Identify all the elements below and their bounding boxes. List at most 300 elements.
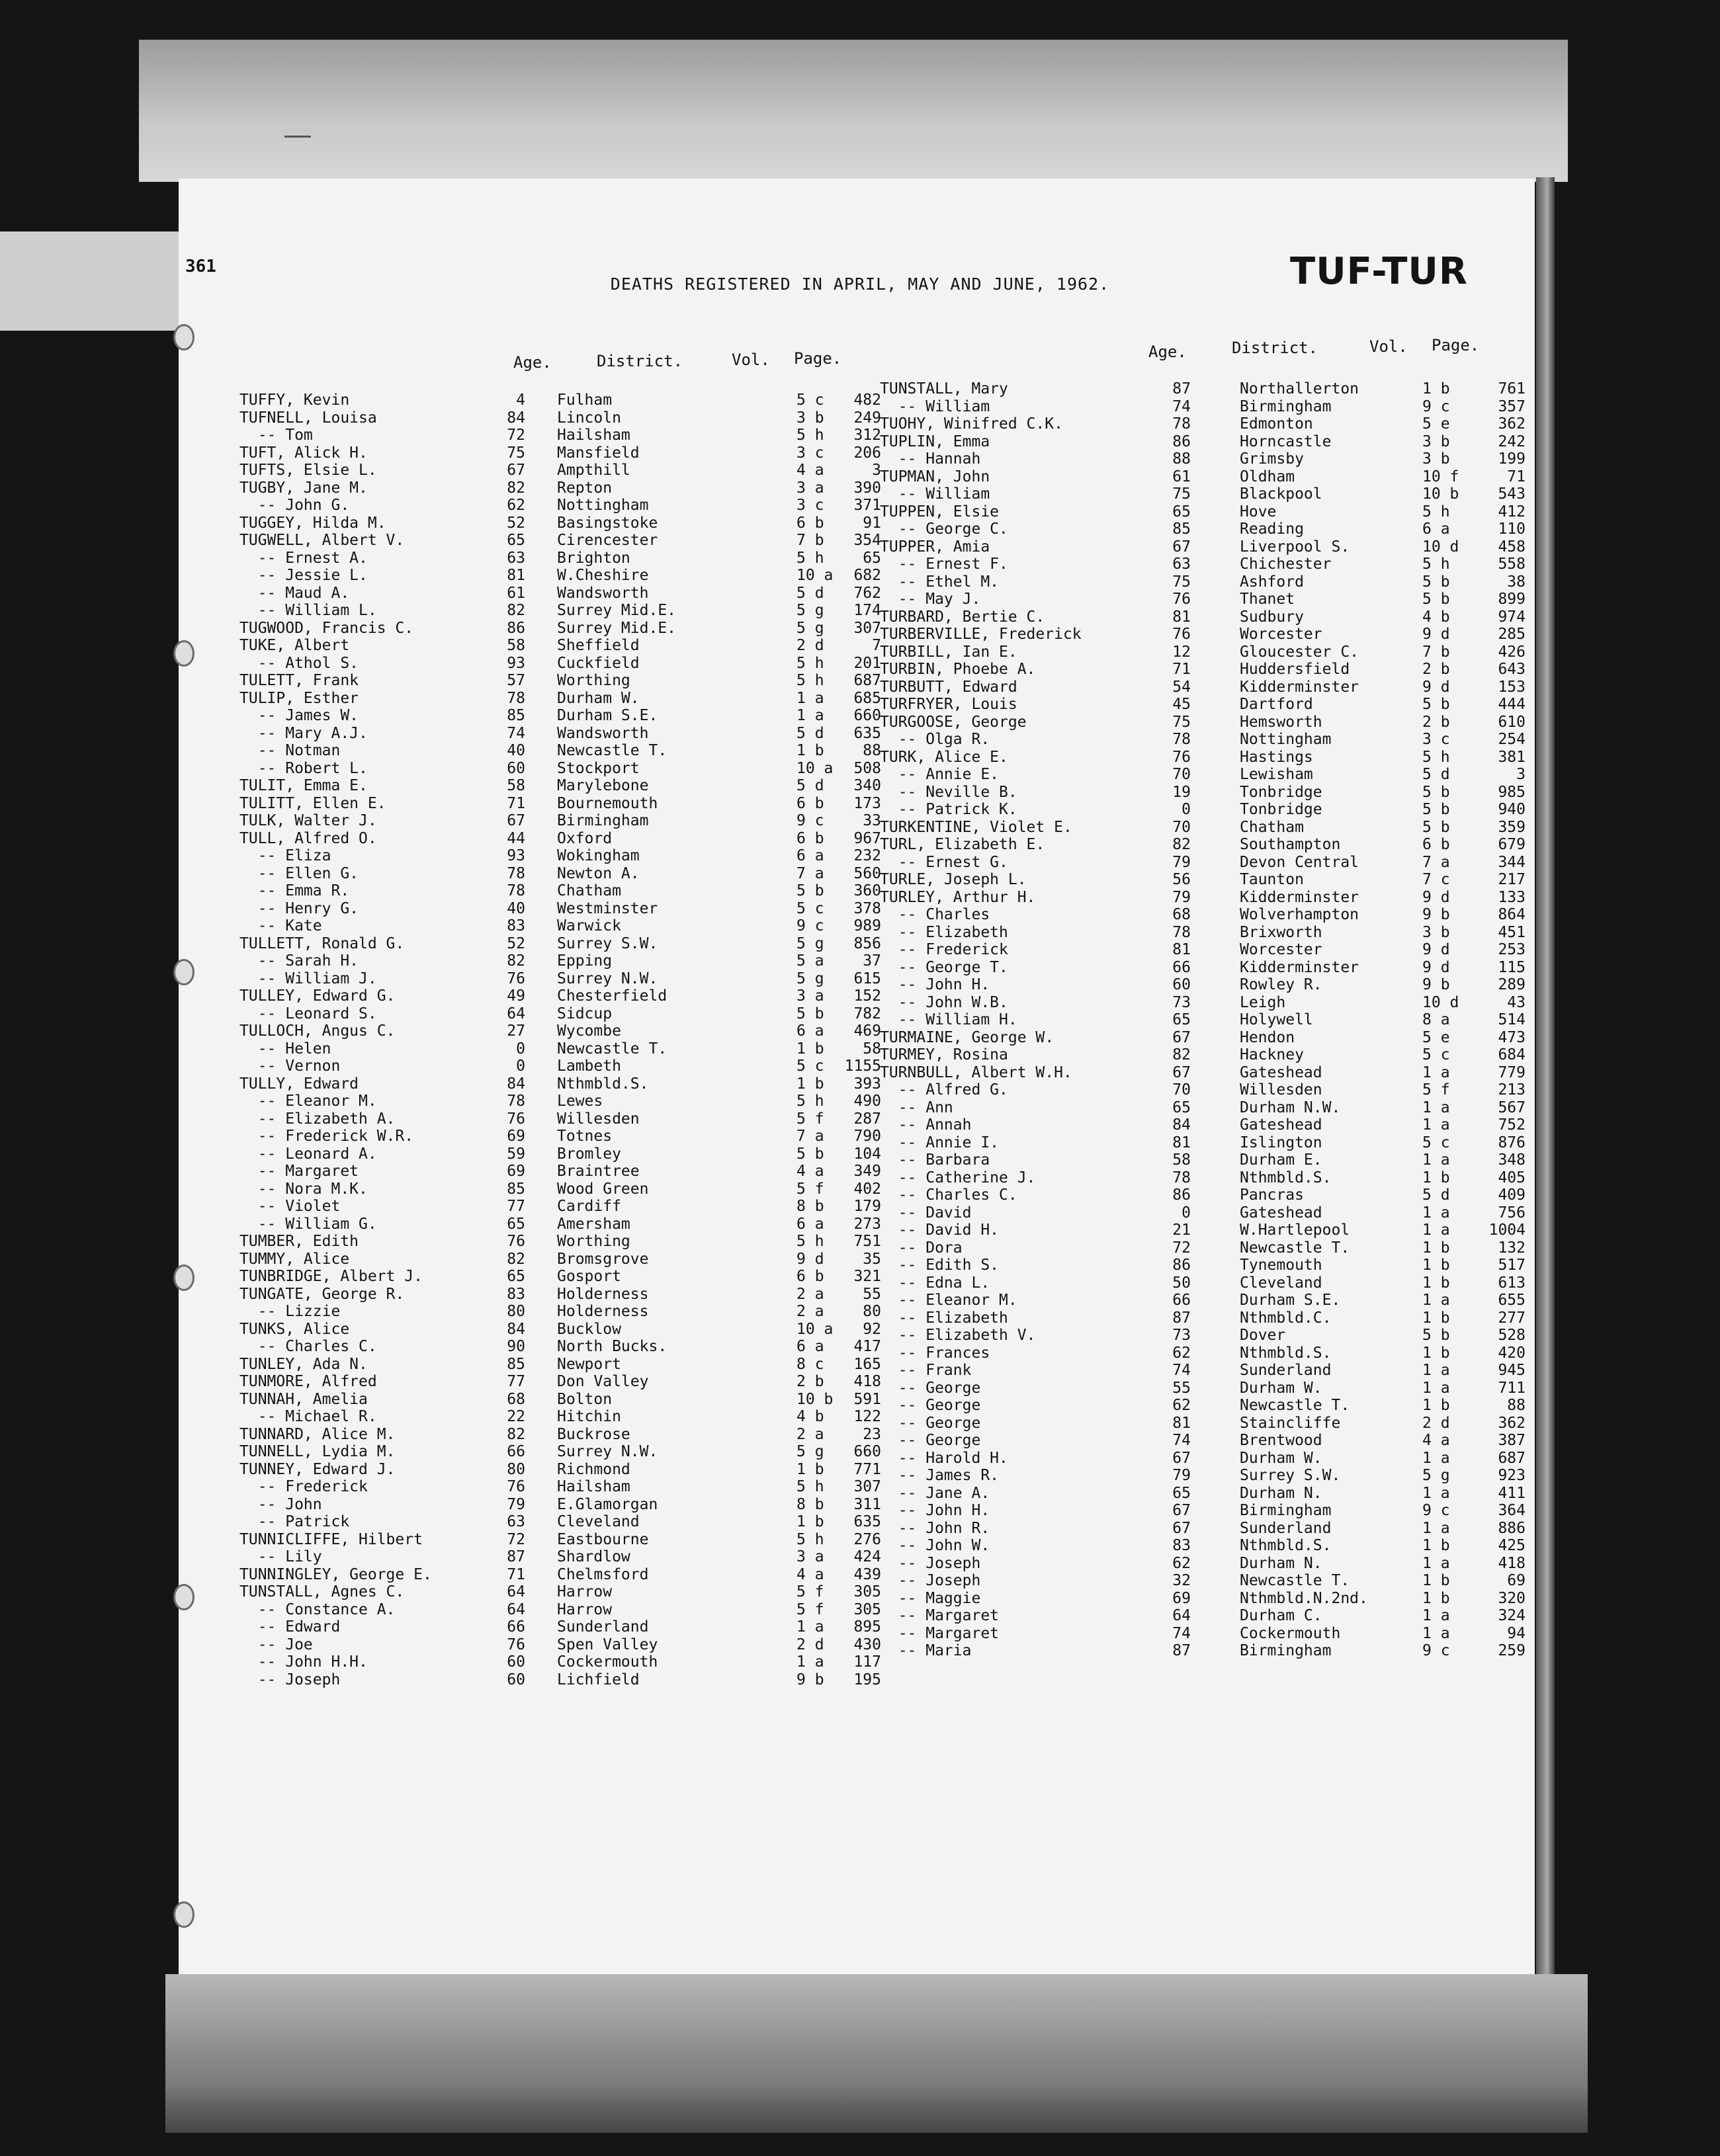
entry-age: 86 [1172, 1186, 1191, 1204]
entry-name: -- Ann [880, 1099, 953, 1116]
entry-row [880, 643, 1528, 661]
entry-age: 86 [1172, 1257, 1191, 1274]
entry-age: 0 [516, 1057, 525, 1075]
entry-row [880, 450, 1528, 468]
entry-district: Gosport [557, 1268, 621, 1285]
entry-volume: 5 d [1422, 1186, 1450, 1204]
entry-row [880, 1345, 1528, 1362]
entry-page: 899 [1498, 591, 1526, 608]
entry-age: 19 [1172, 783, 1191, 801]
entry-age: 85 [507, 707, 525, 724]
entry-page: 451 [1498, 923, 1526, 941]
entry-name: TUFFY, Kevin [239, 392, 350, 409]
entry-age: 67 [1172, 1519, 1191, 1537]
entry-volume: 10 f [1422, 468, 1459, 485]
entry-row [880, 1625, 1528, 1643]
entry-row [880, 1590, 1528, 1608]
entry-page: 405 [1498, 1169, 1526, 1186]
entry-name: -- Robert L. [239, 759, 368, 777]
entry-name: -- Eliza [239, 847, 331, 864]
entry-district: Durham N. [1240, 1554, 1322, 1572]
entry-age: 86 [507, 619, 525, 637]
entry-volume: 5 h [796, 427, 824, 444]
header-page-left: Page. [794, 349, 842, 368]
entry-page: 682 [853, 567, 881, 584]
entry-row [239, 830, 888, 848]
entry-page: 985 [1498, 783, 1526, 801]
entry-age: 82 [507, 479, 525, 497]
entry-district: Braintree [557, 1163, 640, 1180]
entry-volume: 5 c [1422, 1134, 1450, 1151]
entry-volume: 2 b [1422, 713, 1450, 731]
entry-district: Chelmsford [557, 1565, 649, 1583]
entry-district: Gateshead [1240, 1116, 1322, 1134]
entry-volume: 3 c [796, 497, 824, 514]
entry-page: 199 [1498, 450, 1526, 468]
entry-page: 23 [863, 1425, 881, 1443]
entry-district: Hitchin [557, 1408, 621, 1425]
entry-volume: 6 b [796, 1268, 824, 1285]
entry-volume: 6 a [1422, 520, 1450, 538]
entry-row [239, 1303, 888, 1321]
entry-volume: 6 b [796, 794, 824, 812]
entry-page: 591 [853, 1390, 881, 1408]
entry-volume: 5 b [796, 882, 824, 899]
entry-name: TUKE, Albert [239, 637, 350, 654]
entry-age: 0 [516, 1040, 525, 1057]
entry-page: 517 [1498, 1257, 1526, 1274]
entry-age: 81 [1172, 1134, 1191, 1151]
entry-name: TURKENTINE, Violet E. [880, 818, 1072, 836]
entry-volume: 5 a [796, 952, 824, 970]
entry-row [239, 795, 888, 813]
entry-district: Brixworth [1240, 923, 1322, 941]
entry-age: 84 [1172, 1116, 1191, 1134]
entry-page: 989 [853, 917, 881, 934]
entry-district: Newcastle T. [1240, 1397, 1350, 1414]
entry-age: 75 [1172, 485, 1191, 503]
entry-row [880, 1607, 1528, 1625]
entry-name: -- Ernest A. [239, 549, 368, 567]
entry-row [239, 1321, 888, 1339]
entry-age: 65 [1172, 1099, 1191, 1116]
entry-name: -- Nora M.K. [239, 1180, 368, 1198]
entry-page: 430 [853, 1636, 881, 1653]
entry-row [880, 415, 1528, 433]
entry-age: 62 [507, 497, 525, 514]
entry-page: 790 [853, 1128, 881, 1145]
entry-age: 45 [1172, 696, 1191, 713]
entry-row [239, 515, 888, 532]
entry-name: -- George T. [880, 958, 1008, 976]
entry-district: Basingstoke [557, 514, 658, 532]
entry-page: 206 [853, 444, 881, 462]
entry-volume: 9 d [1422, 958, 1450, 976]
entry-district: Surrey Mid.E. [557, 619, 677, 637]
entry-volume: 1 a [1422, 1151, 1450, 1169]
entry-page: 635 [853, 724, 881, 742]
entry-page: 344 [1498, 853, 1526, 871]
entry-age: 80 [507, 1460, 525, 1478]
entry-page: 439 [853, 1565, 881, 1583]
entry-row [880, 749, 1528, 767]
entry-volume: 1 a [796, 707, 824, 724]
entry-volume: 5 b [1422, 591, 1450, 608]
entry-volume: 9 d [1422, 626, 1450, 643]
entry-name: TUNNARD, Alice M. [239, 1425, 396, 1443]
entry-age: 60 [507, 759, 525, 777]
entry-page: 752 [1498, 1116, 1526, 1134]
entry-page: 115 [1498, 958, 1526, 976]
entry-volume: 1 b [1422, 1274, 1450, 1292]
entry-name: -- Charles C. [880, 1186, 1017, 1204]
entry-district: Birmingham [557, 812, 649, 829]
entry-row [880, 1292, 1528, 1309]
entry-name: -- Joseph [880, 1554, 981, 1572]
entry-age: 79 [1172, 888, 1191, 906]
entry-district: Chichester [1240, 556, 1332, 573]
entry-name: -- John G. [239, 497, 350, 514]
entry-row [880, 1204, 1528, 1222]
entry-district: Pancras [1240, 1186, 1304, 1204]
entry-name: TURGOOSE, George [880, 713, 1027, 731]
entry-age: 70 [1172, 766, 1191, 783]
entry-district: Newcastle T. [557, 742, 667, 759]
entry-page: 418 [1498, 1554, 1526, 1572]
entry-row [880, 924, 1528, 942]
entry-page: 711 [1498, 1379, 1526, 1397]
entry-name: -- Constance A. [239, 1600, 396, 1618]
entry-page: 876 [1498, 1134, 1526, 1151]
entry-name: TURFRYER, Louis [880, 696, 1017, 713]
entry-district: Oldham [1240, 468, 1295, 485]
entry-page: 37 [863, 952, 881, 970]
entry-volume: 4 a [1422, 1432, 1450, 1449]
entry-district: Stockport [557, 759, 640, 777]
entry-page: 362 [1498, 415, 1526, 433]
entry-page: 528 [1498, 1327, 1526, 1344]
entry-name: TUNNICLIFFE, Hilbert [239, 1530, 423, 1548]
entry-volume: 1 b [1422, 1537, 1450, 1554]
entry-row [880, 433, 1528, 451]
entry-age: 76 [1172, 626, 1191, 643]
entry-name: TUNKS, Alice [239, 1320, 350, 1338]
entry-age: 86 [1172, 433, 1191, 450]
entry-age: 78 [1172, 731, 1191, 748]
entry-row [880, 468, 1528, 486]
entry-volume: 7 b [796, 532, 824, 549]
entry-volume: 1 a [796, 1618, 824, 1636]
entry-district: Dartford [1240, 696, 1313, 713]
entry-age: 27 [507, 1022, 525, 1040]
entry-name: -- Hannah [880, 450, 981, 468]
entry-row [239, 479, 888, 497]
entry-age: 64 [1172, 1607, 1191, 1624]
entry-page: 864 [1498, 906, 1526, 923]
entry-name: -- Frank [880, 1362, 972, 1379]
entry-row [239, 1478, 888, 1496]
entry-age: 0 [1182, 1204, 1191, 1222]
entry-row [239, 882, 888, 900]
entry-row [239, 444, 888, 462]
entry-page: 679 [1498, 836, 1526, 853]
entry-name: TURMEY, Rosina [880, 1046, 1008, 1063]
entry-name: TUGGEY, Hilda M. [239, 514, 386, 532]
entry-age: 60 [507, 1671, 525, 1688]
entry-district: Newcastle T. [1240, 1572, 1350, 1589]
entry-age: 73 [1172, 993, 1191, 1011]
entry-row [239, 1566, 888, 1584]
entry-name: TUFNELL, Louisa [239, 409, 377, 427]
entry-row [239, 1110, 888, 1128]
entry-page: 362 [1498, 1414, 1526, 1432]
entry-page: 418 [853, 1373, 881, 1390]
entry-row [239, 970, 888, 988]
entry-volume: 6 a [796, 1022, 824, 1040]
entry-volume: 5 d [796, 724, 824, 742]
entry-row [880, 994, 1528, 1012]
entry-row [880, 380, 1528, 398]
entry-age: 72 [1172, 1239, 1191, 1257]
entry-row [239, 1286, 888, 1304]
entry-district: Gateshead [1240, 1204, 1322, 1222]
entry-name: TURL, Elizabeth E. [880, 836, 1045, 853]
entry-name: -- Helen [239, 1040, 331, 1057]
entry-name: -- John H.H. [239, 1653, 368, 1671]
entry-age: 67 [1172, 1502, 1191, 1519]
entry-volume: 5 h [796, 1530, 824, 1548]
entry-age: 75 [507, 444, 525, 462]
entry-page: 635 [853, 1513, 881, 1530]
entry-row [239, 1618, 888, 1636]
entry-name: -- John H. [880, 1502, 990, 1519]
entry-page: 360 [853, 882, 881, 899]
entry-volume: 3 a [796, 987, 824, 1005]
entry-page: 458 [1498, 538, 1526, 556]
entry-district: Sunderland [1240, 1362, 1332, 1379]
entry-page: 613 [1498, 1274, 1526, 1292]
entry-district: Hendon [1240, 1028, 1295, 1046]
entry-row [880, 1432, 1528, 1450]
entry-page: 43 [1507, 993, 1526, 1011]
entry-volume: 8 c [796, 1355, 824, 1373]
entry-row [239, 620, 888, 638]
punch-hole-icon [173, 1584, 194, 1610]
entry-volume: 3 b [1422, 433, 1450, 450]
entry-district: Durham S.E. [557, 707, 658, 724]
entry-volume: 1 a [1422, 1063, 1450, 1081]
entry-page: 132 [1498, 1239, 1526, 1257]
entry-age: 84 [507, 1320, 525, 1338]
entry-name: -- Margaret [239, 1163, 359, 1180]
entry-page: 390 [853, 479, 881, 497]
entry-name: -- Eleanor M. [880, 1292, 1017, 1309]
entry-volume: 9 d [796, 1250, 824, 1268]
entry-name: TURLE, Joseph L. [880, 871, 1027, 888]
entry-district: Taunton [1240, 871, 1304, 888]
entry-age: 56 [1172, 871, 1191, 888]
entry-age: 72 [507, 1530, 525, 1548]
entry-row [880, 976, 1528, 994]
entry-district: Newport [557, 1355, 621, 1373]
entry-page: 514 [1498, 1011, 1526, 1028]
entry-age: 76 [507, 970, 525, 987]
entry-page: 1155 [844, 1057, 881, 1075]
entry-page: 340 [853, 777, 881, 794]
entry-age: 49 [507, 987, 525, 1005]
entry-row [239, 1513, 888, 1531]
entry-district: Rowley R. [1240, 976, 1322, 993]
entry-row [239, 1093, 888, 1110]
entry-district: Lincoln [557, 409, 621, 427]
entry-volume: 4 a [796, 462, 824, 479]
entry-district: Wokingham [557, 847, 640, 864]
entry-district: Shardlow [557, 1548, 630, 1565]
entry-volume: 9 d [1422, 678, 1450, 696]
entry-age: 76 [1172, 748, 1191, 766]
entry-page: 232 [853, 847, 881, 864]
entry-row [239, 707, 888, 725]
entry-page: 117 [853, 1653, 881, 1671]
entry-age: 82 [507, 602, 525, 619]
entry-name: TURMAINE, George W. [880, 1028, 1054, 1046]
entry-volume: 7 a [1422, 853, 1450, 871]
entry-age: 77 [507, 1198, 525, 1215]
entry-district: Bournemouth [557, 794, 658, 812]
entry-age: 80 [507, 1303, 525, 1320]
entry-volume: 5 g [796, 619, 824, 637]
entry-district: Tonbridge [1240, 801, 1322, 818]
entry-row [880, 1502, 1528, 1520]
entry-name: -- Frederick W.R. [239, 1128, 414, 1145]
entry-age: 63 [507, 549, 525, 567]
entry-page: 273 [853, 1215, 881, 1233]
entry-age: 83 [507, 1285, 525, 1303]
entry-row [880, 801, 1528, 819]
entry-volume: 9 c [1422, 1502, 1450, 1519]
entry-age: 83 [1172, 1537, 1191, 1554]
entry-volume: 9 c [1422, 1642, 1450, 1659]
entry-row [239, 725, 888, 743]
entry-row [239, 1075, 888, 1093]
entry-volume: 10 b [796, 1390, 834, 1408]
entry-row [880, 1572, 1528, 1590]
entry-row [239, 1145, 888, 1163]
entry-name: -- Dora [880, 1239, 963, 1257]
entry-age: 71 [1172, 661, 1191, 678]
entry-volume: 5 h [796, 549, 824, 567]
entry-district: Nottingham [557, 497, 649, 514]
entry-name: -- John W. [880, 1537, 990, 1554]
entry-page: 38 [1507, 573, 1526, 591]
entry-volume: 10 a [796, 759, 834, 777]
entry-page: 259 [1498, 1642, 1526, 1659]
entry-page: 321 [853, 1268, 881, 1285]
entry-district: Hailsham [557, 1478, 630, 1495]
entry-row [239, 427, 888, 444]
entry-name: -- Neville B. [880, 783, 1017, 801]
entry-age: 52 [507, 934, 525, 952]
entry-volume: 8 b [796, 1198, 824, 1215]
entry-district: Ampthill [557, 462, 630, 479]
entry-age: 74 [1172, 1362, 1191, 1379]
entry-name: -- William [880, 397, 990, 415]
entry-district: Lambeth [557, 1057, 621, 1075]
entry-page: 387 [1498, 1432, 1526, 1449]
entry-volume: 2 b [796, 1373, 824, 1390]
entry-row [880, 626, 1528, 643]
entry-district: Worthing [557, 1233, 630, 1250]
entry-district: Huddersfield [1240, 661, 1350, 678]
entry-row [239, 1671, 888, 1689]
entry-page: 201 [853, 654, 881, 672]
entry-age: 57 [507, 672, 525, 689]
entry-name: TURLEY, Arthur H. [880, 888, 1036, 906]
entry-name: -- Edith S. [880, 1257, 1000, 1274]
entry-age: 76 [1172, 591, 1191, 608]
entry-age: 62 [1172, 1397, 1191, 1414]
entry-age: 74 [1172, 1432, 1191, 1449]
entry-name: -- Lizzie [239, 1303, 341, 1320]
entry-district: Harrow [557, 1583, 613, 1600]
entry-district: Reading [1240, 520, 1304, 538]
death-entries-right [880, 380, 1528, 1660]
entry-name: -- Jane A. [880, 1484, 990, 1502]
entry-page: 307 [853, 1478, 881, 1495]
entry-volume: 5 h [796, 1478, 824, 1495]
entry-page: 174 [853, 602, 881, 619]
entry-district: Birmingham [1240, 397, 1332, 415]
entry-age: 69 [507, 1128, 525, 1145]
entry-volume: 4 b [1422, 608, 1450, 626]
entry-district: W.Cheshire [557, 567, 649, 584]
entry-row [239, 987, 888, 1005]
entry-row [880, 503, 1528, 521]
entry-age: 78 [507, 689, 525, 707]
entry-name: -- Notman [239, 742, 341, 759]
entry-row [239, 1531, 888, 1549]
entry-volume: 5 g [1422, 1467, 1450, 1484]
entry-age: 58 [507, 777, 525, 794]
entry-volume: 5 f [796, 1600, 824, 1618]
entry-volume: 5 e [1422, 1028, 1450, 1046]
entry-row [880, 1467, 1528, 1485]
entry-volume: 7 c [1422, 871, 1450, 888]
entry-page: 856 [853, 934, 881, 952]
entry-name: TUNLEY, Ada N. [239, 1355, 368, 1373]
entry-row [239, 532, 888, 550]
entry-name: TUNGATE, George R. [239, 1285, 405, 1303]
entry-row [239, 1653, 888, 1671]
entry-volume: 6 a [796, 1338, 824, 1355]
entry-district: Nthmbld.C. [1240, 1309, 1332, 1327]
entry-page: 354 [853, 532, 881, 549]
entry-volume: 5 h [1422, 748, 1450, 766]
entry-volume: 9 c [796, 917, 824, 934]
entry-page: 967 [853, 829, 881, 847]
entry-name: TURBERVILLE, Frederick [880, 626, 1082, 643]
entry-row [880, 1450, 1528, 1468]
entry-name: TUNSTALL, Mary [880, 380, 1008, 397]
entry-row [239, 1636, 888, 1654]
entry-volume: 5 d [1422, 766, 1450, 783]
entry-page: 71 [1507, 468, 1526, 485]
entry-volume: 1 a [1422, 1222, 1450, 1239]
entry-row [239, 1198, 888, 1216]
entry-name: -- Elizabeth A. [239, 1110, 396, 1128]
entry-page: 173 [853, 794, 881, 812]
entry-name: -- Tom [239, 427, 313, 444]
